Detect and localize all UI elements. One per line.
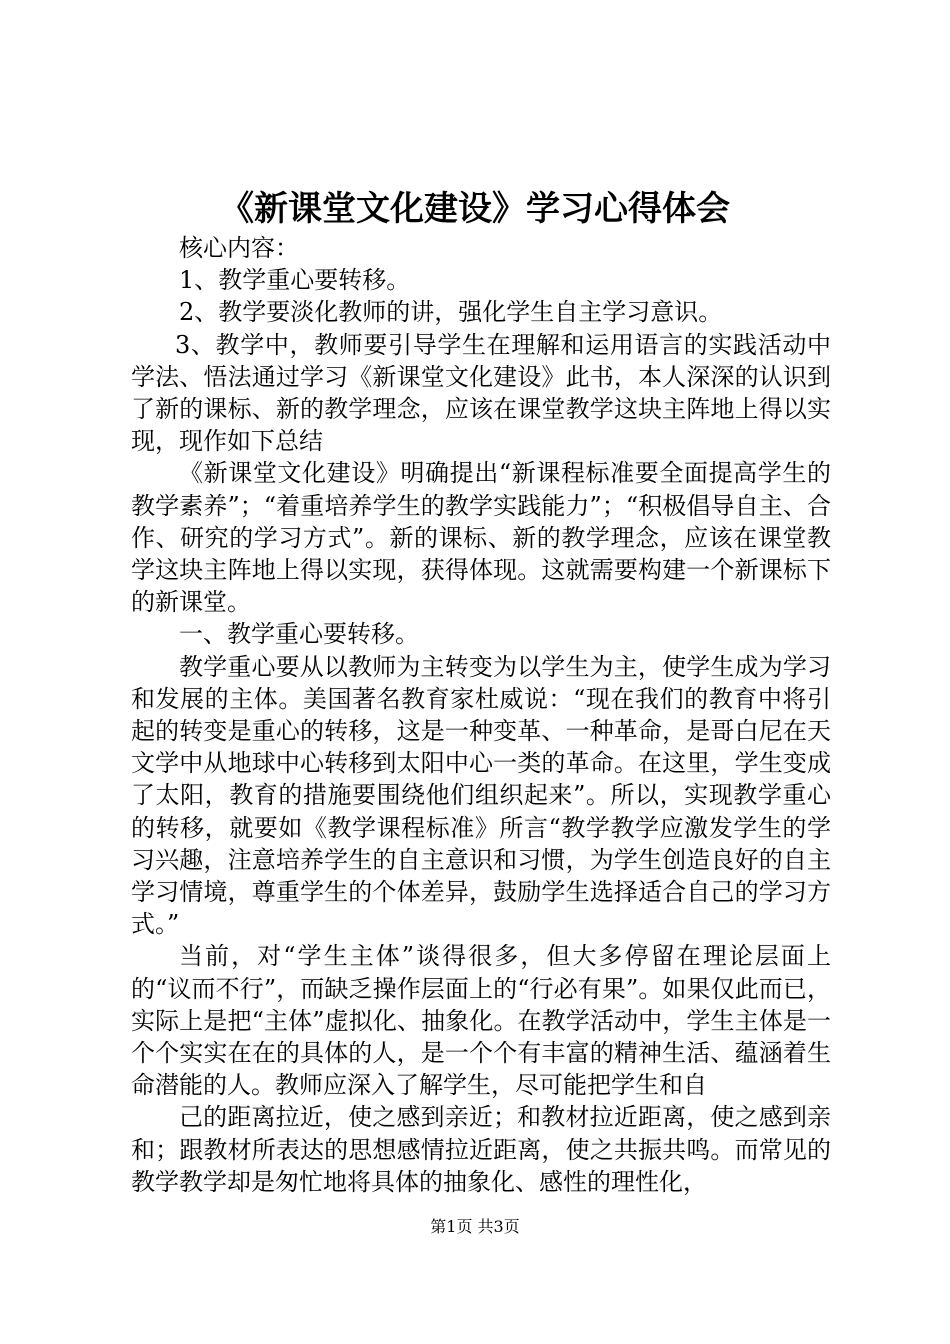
paragraph-dewey: 教学重心要从以教师为主转变为以学生为主，使学生成为学习和发展的主体。美国著名教育家杜威说：“现在我们的教育中将引起的转变是重心的转移，这是一种变革、一种革命，是哥白尼在天文学中从地球中心转移到太阳中心一类的革命。在这里，学生变成了太阳，教育的措施要围绕他们组织起来”。所以，实现教学重心的转移，就要如《教学课程标准》所言“教学教学应激发学生的学习兴趣，注意培养学生的自主意识和习惯，为学生创造良好的自主学习情境，尊重学生的个体差异，鼓励学生选择适合自己的学习方式。” [131, 652, 831, 939]
paragraph-point-3: 3、教学中，教师要引导学生在理解和运用语言的实践活动中学法、悟法通过学习《新课堂文化建设》此书，本人深深的认识到了新的课标、新的教学理念，应该在课堂教学这块主阵地上得以实现，现作如下总结 [131, 330, 831, 456]
paragraph-point-2: 2、教学要淡化教师的讲，强化学生自主学习意识。 [179, 298, 723, 327]
paragraph-core-content: 核心内容： [179, 234, 299, 262]
page-footer: 第1页 共3页 [430, 1217, 520, 1236]
document-title: 《新课堂文化建设》学习心得体会 [220, 189, 730, 229]
section-heading-1: 一、教学重心要转移。 [179, 620, 419, 649]
paragraph-curriculum: 《新课堂文化建设》明确提出“新课程标准要全面提高学生的教学素养”；“着重培养学生的教学实践能力”；“积极倡导自主、合作、研究的学习方式”。新的课标、新的教学理念，应该在课堂教学这块主阵地上得以实现，获得体现。这就需要构建一个新课标下的新课堂。 [131, 459, 831, 617]
paragraph-distance: 己的距离拉近，使之感到亲近；和教材拉近距离，使之感到亲和；跟教材所表达的思想感情拉近距离，使之共振共鸣。而常见的教学教学却是匆忙地将具体的抽象化、感性的理性化， [131, 1103, 831, 1196]
paragraph-point-1: 1、教学重心要转移。 [179, 266, 411, 295]
paragraph-student-subject: 当前，对“学生主体”谈得很多，但大多停留在理论层面上的“议而不行”，而缺乏操作层面上的“行必有果”。如果仅此而已，实际上是把“主体”虚拟化、抽象化。在教学活动中，学生主体是一个个实实在在的具体的人，是一个个有丰富的精神生活、蕴涵着生命潜能的人。教师应深入了解学生，尽可能把学生和自 [131, 942, 831, 1100]
document-body [131, 232, 831, 1198]
